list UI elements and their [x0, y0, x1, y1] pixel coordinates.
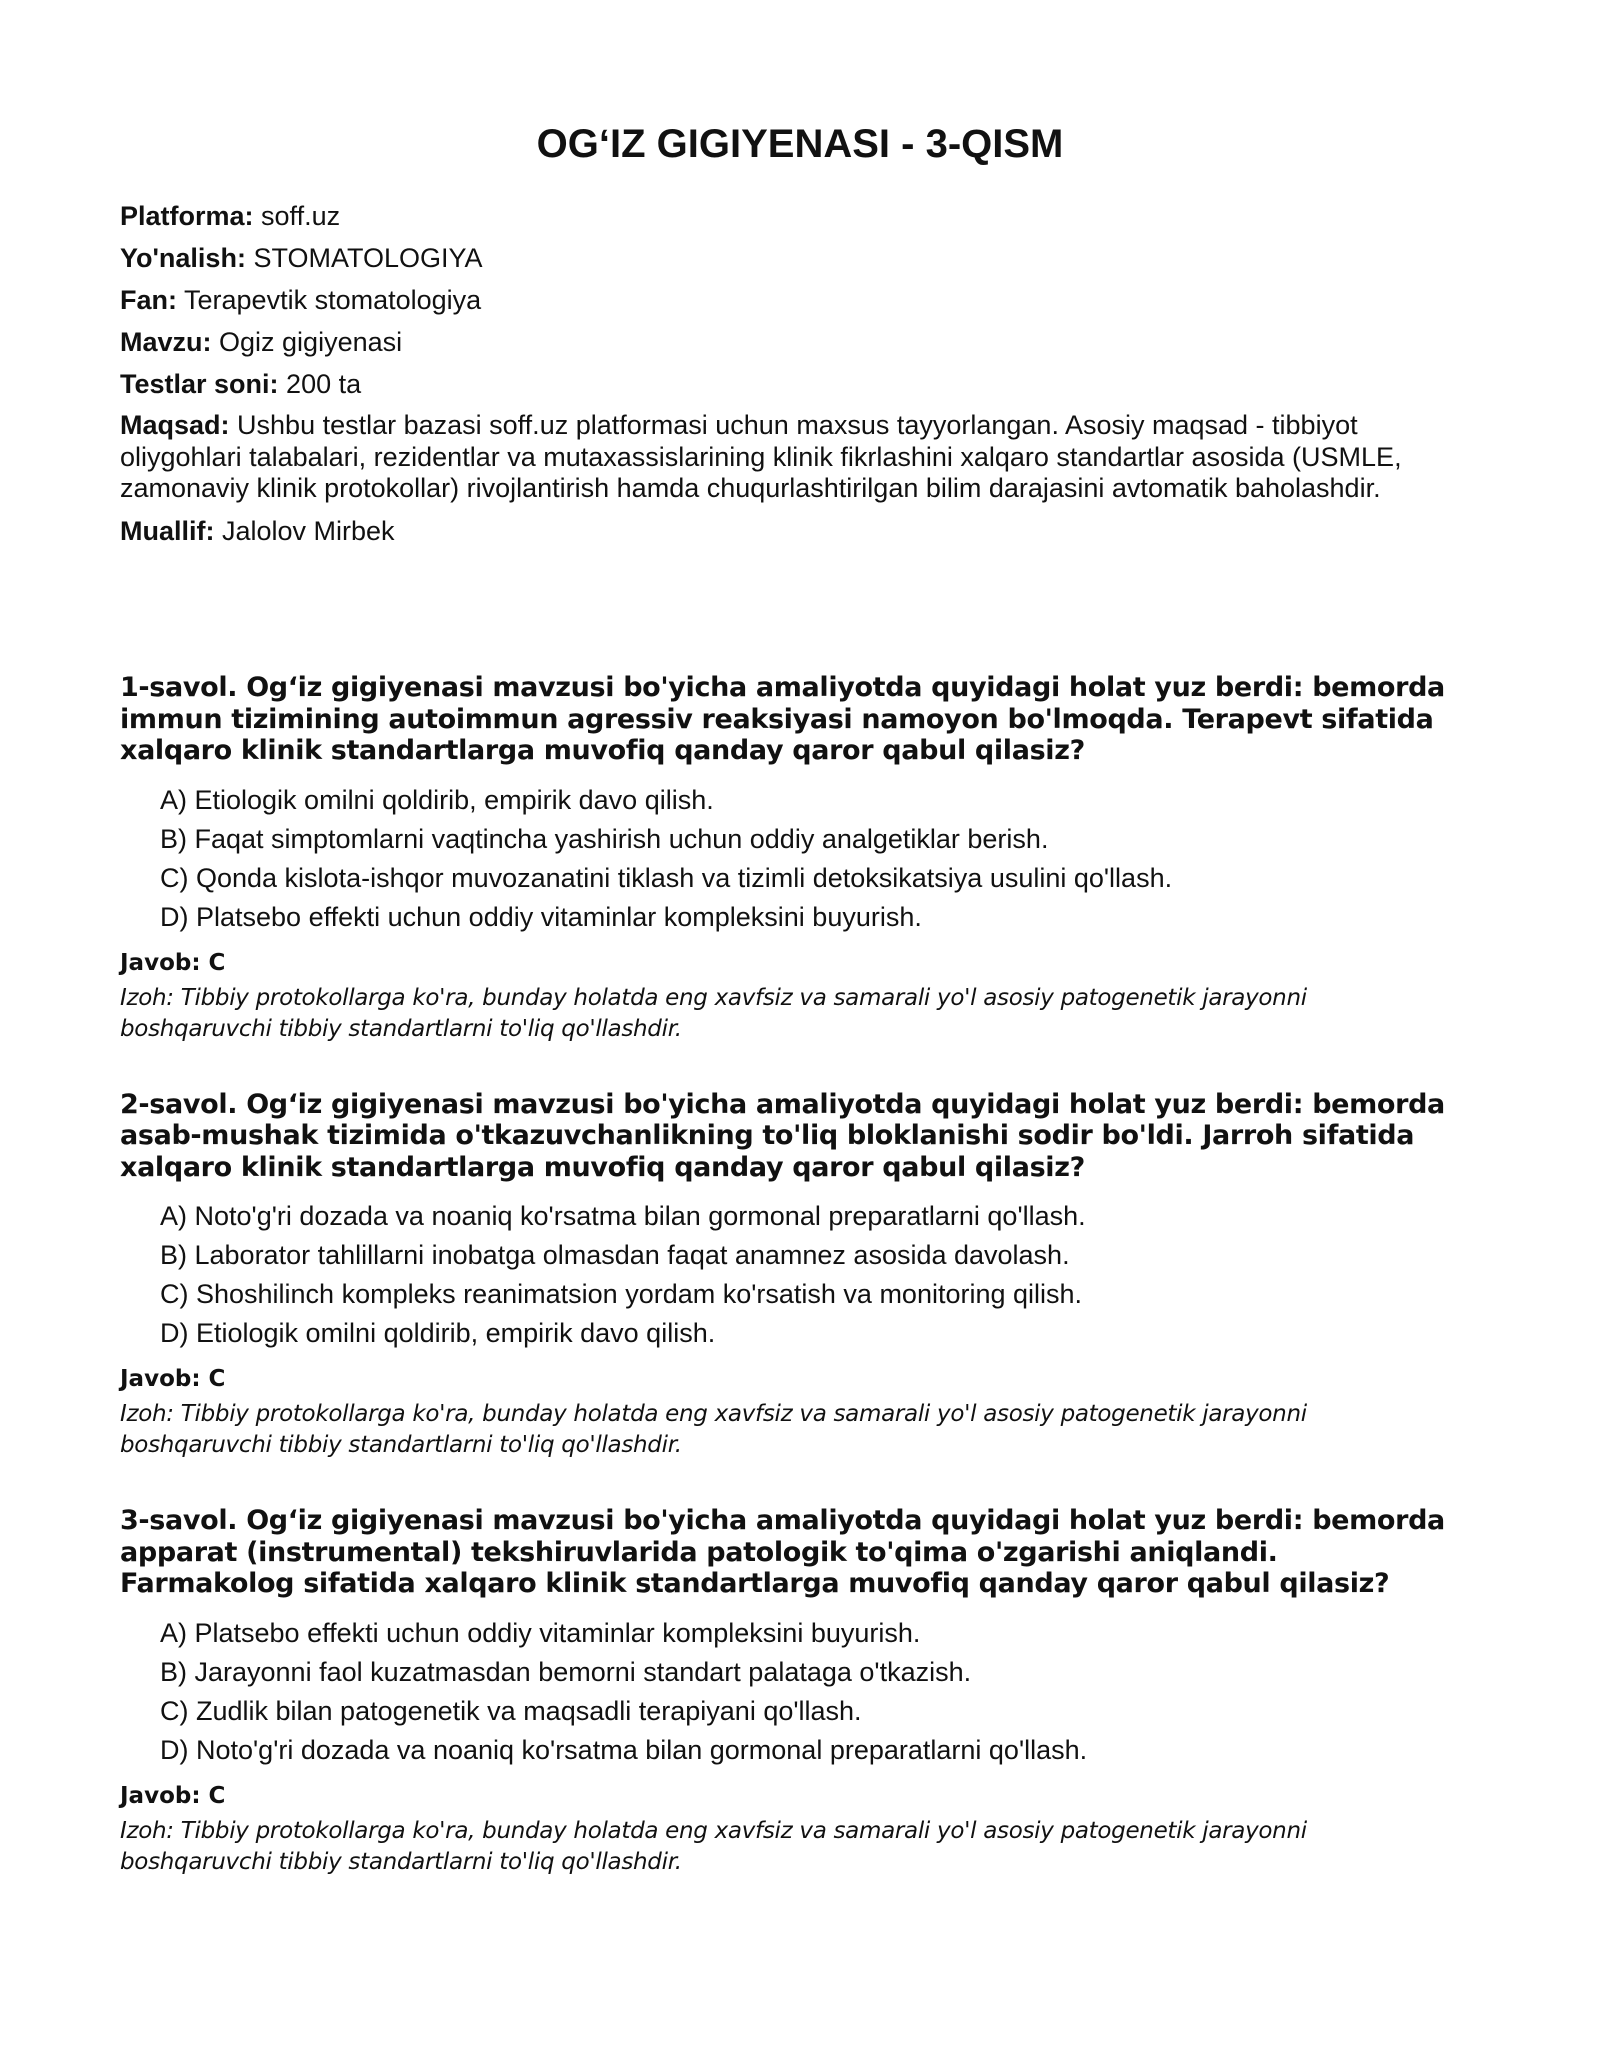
- meta-direction: [120, 242, 1460, 274]
- meta-goal: [120, 410, 1460, 505]
- option-b: B) Laborator tahlillarni inobatga olmasdan faqat anamnez asosida davolash.: [160, 1240, 1070, 1270]
- meta-topic-value: Ogiz gigiyenasi: [211, 327, 403, 357]
- meta-topic-label: Mavzu:: [120, 327, 212, 357]
- explanation-note: Izoh: Tibbiy protokollarga ko'ra, bunday holatda eng xavfsiz va samarali yo'l asosiy patogenetik jarayonni boshqaruvchi tibbiy standartlarni to'liq qo'llashdir.: [120, 984, 1307, 1042]
- meta-platform-label: Platforma:: [120, 201, 254, 231]
- option-d: D) Etiologik omilni qoldirib, empirik davo qilish.: [160, 1318, 716, 1348]
- meta-platform-value: soff.uz: [253, 201, 341, 231]
- question-text: 1-savol. Og‘iz gigiyenasi mavzusi bo'yicha amaliyotda quyidagi holat yuz berdi: bemorda immun tizimining autoimmun agressiv reaksiyasi namoyon bo'lmoqda. Terapevt sifatida xalqaro klinik standartlarga muvofiq qanday qaror qabul qilasiz?: [120, 672, 1445, 766]
- question-block: [120, 672, 1460, 1045]
- meta-test-count-value: 200 ta: [278, 369, 362, 399]
- correct-answer: Javob: C: [120, 1782, 226, 1809]
- option-b: B) Jarayonni faol kuzatmasdan bemorni standart palataga o'tkazish.: [160, 1656, 972, 1687]
- meta-author-label: Muallif:: [120, 515, 215, 546]
- question-text: 2-savol. Og‘iz gigiyenasi mavzusi bo'yicha amaliyotda quyidagi holat yuz berdi: bemorda asab-mushak tizimida o'tkazuvchanlikning to'liq bloklanishi sodir bo'ldi. Jarroh sifatida xalqaro klinik standartlarga muvofiq qanday qaror qabul qilasiz?: [120, 1088, 1445, 1183]
- document-title: OG‘IZ GIGIYENASI - 3-QISM: [536, 122, 1064, 166]
- meta-direction-label: Yo'nalish:: [120, 243, 246, 273]
- answer-options: [120, 1197, 1460, 1353]
- question-text: 3-savol. Og‘iz gigiyenasi mavzusi bo'yicha amaliyotda quyidagi holat yuz berdi: bemorda apparat (instrumental) tekshiruvlarida patologik to'qima o'zgarishi aniqlandi. Farmakolog sifatida xalqaro klinik standartlarga muvofiq qanday qaror qabul qilasiz?: [120, 1505, 1445, 1599]
- option-a: A) Platsebo effekti uchun oddiy vitaminlar kompleksini buyurish.: [160, 1617, 921, 1648]
- meta-direction-value: STOMATOLOGIYA: [245, 243, 483, 273]
- meta-goal-label: Maqsad:: [120, 410, 230, 440]
- correct-answer: Javob: C: [120, 949, 226, 976]
- meta-author-value: Jalolov Mirbek: [214, 515, 395, 546]
- option-a: A) Noto'g'ri dozada va noaniq ko'rsatma bilan gormonal preparatlarni qo'llash.: [160, 1201, 1086, 1231]
- meta-topic: [120, 326, 1460, 358]
- option-c: C) Zudlik bilan patogenetik va maqsadli terapiyani qo'llash.: [160, 1695, 862, 1726]
- explanation-note: Izoh: Tibbiy protokollarga ko'ra, bunday holatda eng xavfsiz va samarali yo'l asosiy patogenetik jarayonni boshqaruvchi tibbiy standartlarni to'liq qo'llashdir.: [120, 1817, 1307, 1875]
- option-d: D) Platsebo effekti uchun oddiy vitaminlar kompleksini buyurish.: [160, 901, 922, 932]
- meta-test-count: [120, 368, 1460, 400]
- meta-author: [120, 515, 1460, 547]
- option-b: B) Faqat simptomlarni vaqtincha yashirish uchun oddiy analgetiklar berish.: [160, 823, 1049, 854]
- meta-platform: [120, 200, 1460, 232]
- questions-list: [120, 672, 1460, 1922]
- metadata-block: [120, 200, 1460, 557]
- answer-options: [120, 781, 1460, 937]
- question-block: [120, 1089, 1460, 1462]
- explanation-note: Izoh: Tibbiy protokollarga ko'ra, bunday holatda eng xavfsiz va samarali yo'l asosiy patogenetik jarayonni boshqaruvchi tibbiy standartlarni to'liq qo'llashdir.: [120, 1401, 1307, 1458]
- option-c: C) Shoshilinch kompleks reanimatsion yordam ko'rsatish va monitoring qilish.: [160, 1279, 1083, 1309]
- meta-goal-value: Ushbu testlar bazasi soff.uz platformasi uchun maxsus tayyorlangan. Asosiy maqsad - tibbiyot oliygohlari talabalari, rezidentlar va mutaxassislarining klinik fikrlashini xalqaro standartlar asosida (USMLE, zamonaviy klinik protokollar) rivojlantirish hamda chuqurlashtirilgan bilim darajasini avtomatik baholashdir.: [120, 410, 1402, 503]
- meta-test-count-label: Testlar soni:: [120, 369, 279, 399]
- option-d: D) Noto'g'ri dozada va noaniq ko'rsatma bilan gormonal preparatlarni qo'llash.: [160, 1734, 1088, 1765]
- option-a: A) Etiologik omilni qoldirib, empirik davo qilish.: [160, 784, 714, 815]
- answer-options: [120, 1614, 1460, 1770]
- meta-subject: [120, 284, 1460, 316]
- question-block: [120, 1505, 1460, 1878]
- meta-subject-value: Terapevtik stomatologiya: [177, 285, 482, 315]
- option-c: C) Qonda kislota-ishqor muvozanatini tiklash va tizimli detoksikatsiya usulini qo'llash.: [160, 862, 1173, 893]
- meta-subject-label: Fan:: [120, 285, 177, 315]
- correct-answer: Javob: C: [120, 1366, 226, 1392]
